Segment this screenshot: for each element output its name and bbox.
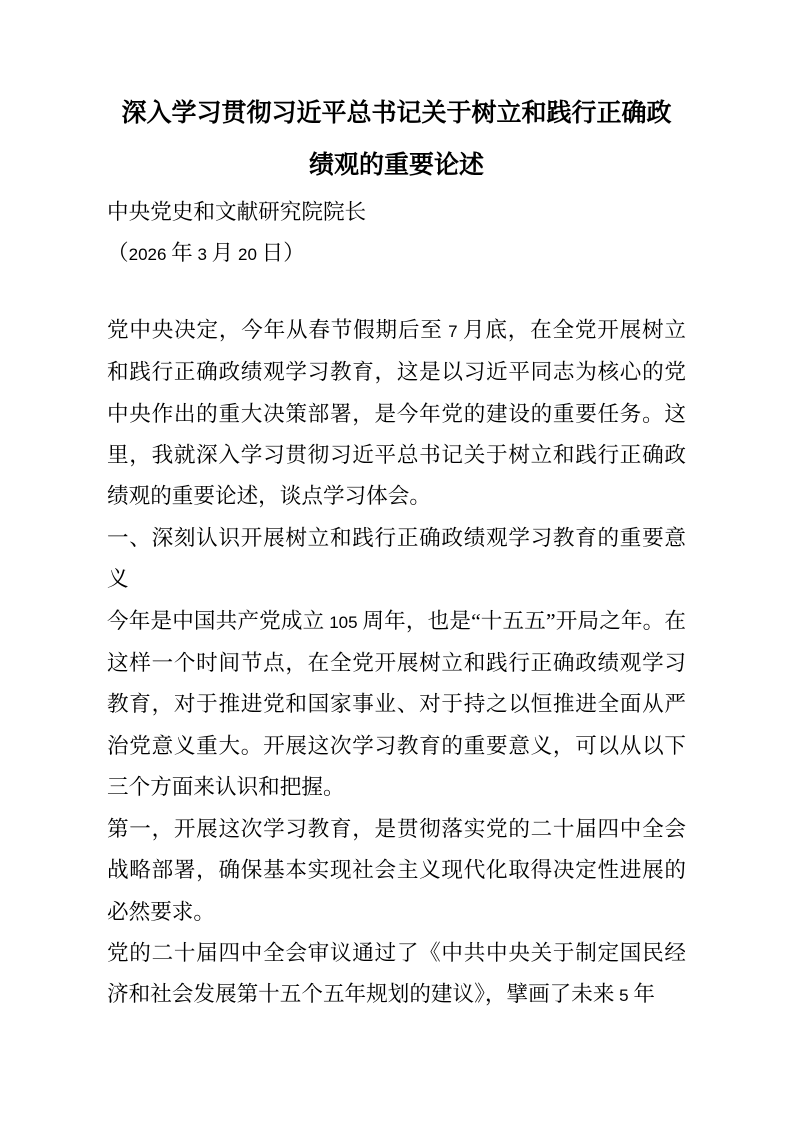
section-heading: 一、深刻认识开展树立和践行正确政绩观学习教育的重要意义: [107, 525, 686, 592]
paragraph: 党的二十届四中全会审议通过了《中共中央关于制定国民经济和社会发展第十五个五年规划的建议》，擘画了未来 5 年: [107, 940, 686, 1007]
document-title: 深入学习贯彻习近平总书记关于树立和践行正确政绩观的重要论述: [121, 100, 672, 179]
latin-number: 105: [324, 612, 363, 632]
document-body: [107, 310, 686, 1017]
document-date: （2026 年 3 月 20 日）: [107, 241, 305, 266]
latin-number: 3: [192, 245, 212, 265]
document-author: 中央党史和文献研究院院长: [107, 200, 367, 224]
paragraph: 第一，开展这次学习教育，是贯彻落实党的二十届四中全会战略部署，确保基本实现社会主义现代化取得决定性进展的必然要求。: [107, 816, 686, 924]
latin-number: 5: [614, 986, 634, 1006]
latin-number: 7: [442, 321, 464, 341]
latin-number: 20: [233, 245, 262, 265]
paragraph: 今年是中国共产党成立 105 周年，也是“十五五”开局之年。在这样一个时间节点，在全党开展树立和践行正确政绩观学习教育，对于推进党和国家事业、对于持之以恒推进全面从严治党意义重大。开展这次学习教育的重要意义，可以从以下三个方面来认识和把握。: [107, 608, 686, 800]
latin-number: 2026: [128, 245, 172, 265]
paragraph: 党中央决定，今年从春节假期后至 7 月底，在全党开展树立和践行正确政绩观学习教育，这是以习近平同志为核心的党中央作出的重大决策部署，是今年党的建设的重要任务。这里，我就深入学习贯彻习近平总书记关于树立和践行正确政绩观的重要论述，谈点学习体会。: [107, 317, 686, 509]
